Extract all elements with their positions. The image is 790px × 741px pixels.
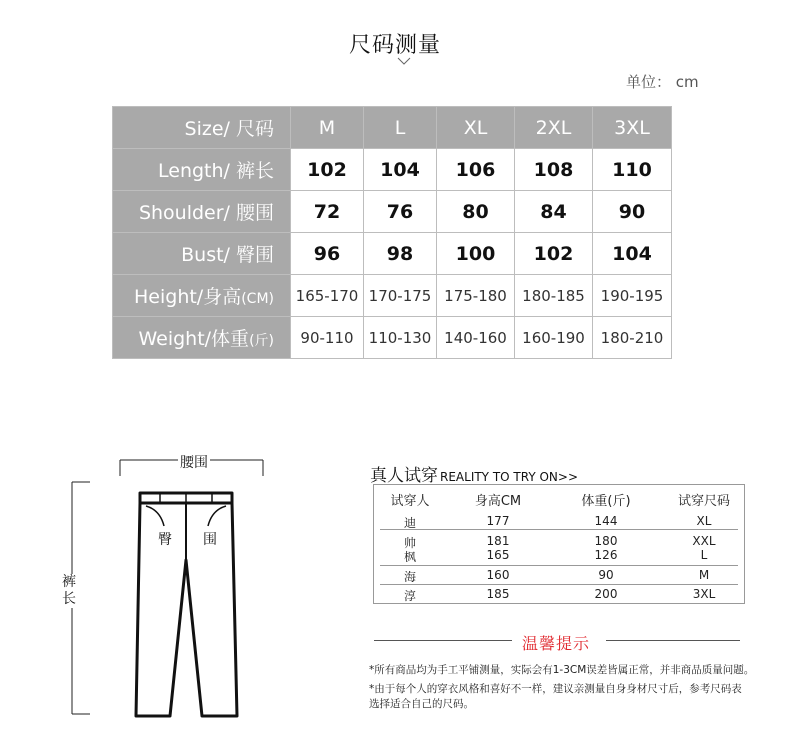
chevron-down-icon: [397, 56, 411, 66]
table-cell: 144: [594, 514, 618, 528]
size-header-label: Size/ 尺码: [113, 107, 291, 149]
table-cell: 90: [598, 568, 614, 582]
size-table: [112, 106, 672, 359]
table-cell: 100: [437, 233, 515, 275]
table-cell: 枫: [403, 550, 416, 564]
try-on-title-cn: 真人试穿: [370, 466, 438, 486]
row-label-unit: (CM): [241, 291, 274, 307]
pants-diagram: [62, 446, 282, 726]
table-cell: 126: [594, 548, 618, 562]
table-cell: 迪: [403, 516, 416, 530]
table-cell: 177: [486, 514, 510, 528]
table-cell: 190-195: [593, 275, 672, 317]
table-cell: XXL: [692, 534, 716, 548]
col-weight: 体重(斤): [581, 494, 631, 509]
table-cell: 102: [515, 233, 593, 275]
hip-row: [113, 233, 672, 275]
try-on-title-en: REALITY TO TRY ON>>: [440, 470, 578, 484]
table-cell: 76: [364, 191, 437, 233]
table-cell: 110: [593, 149, 672, 191]
table-cell: L: [700, 548, 708, 562]
col-height: 身高CM: [474, 494, 522, 509]
table-cell: 90-110: [291, 317, 364, 359]
row-label: Shoulder/ 腰围: [113, 191, 291, 233]
table-cell: 海: [403, 570, 416, 584]
unit-label: 单位： cm: [626, 73, 699, 91]
waist-row: [113, 191, 672, 233]
tip-note: *由于每个人的穿衣风格和喜好不一样，建议亲测量自身身材尺寸后，参考尺码表: [369, 683, 742, 695]
divider: [380, 584, 738, 585]
table-cell: 160: [486, 568, 510, 582]
table-cell: 180-185: [515, 275, 593, 317]
table-cell: 106: [437, 149, 515, 191]
table-cell: 160-190: [515, 317, 593, 359]
weight-row: [113, 317, 672, 359]
row-label-text: Height/身高: [134, 286, 242, 308]
length-row: [113, 149, 672, 191]
table-cell: XL: [696, 514, 712, 528]
table-cell: 72: [291, 191, 364, 233]
row-label: [113, 317, 291, 359]
hip-label-right: 围: [203, 532, 217, 548]
table-cell: 帅: [403, 536, 416, 550]
row-label-text: Weight/体重: [138, 328, 250, 350]
row-label-unit: (斤): [249, 333, 274, 349]
table-cell: 102: [291, 149, 364, 191]
table-cell: 80: [437, 191, 515, 233]
waist-label: 腰围: [178, 452, 210, 472]
table-cell: 185: [486, 587, 510, 601]
size-col-3xl: 3XL: [593, 107, 672, 149]
table-cell: 108: [515, 149, 593, 191]
try-on-title: [370, 461, 578, 486]
page-title: 尺码测量: [348, 33, 441, 58]
row-label: Bust/ 臀围: [113, 233, 291, 275]
hip-label-left: 臀: [158, 532, 172, 548]
height-row: [113, 275, 672, 317]
table-cell: 170-175: [364, 275, 437, 317]
col-person: 试穿人: [390, 494, 430, 509]
table-cell: 104: [364, 149, 437, 191]
length-label: 裤长: [62, 574, 76, 607]
table-cell: 3XL: [692, 587, 716, 601]
size-col-l: L: [364, 107, 437, 149]
table-cell: 180: [594, 534, 618, 548]
size-col-m: M: [291, 107, 364, 149]
table-cell: 165-170: [291, 275, 364, 317]
table-cell: 140-160: [437, 317, 515, 359]
table-cell: 90: [593, 191, 672, 233]
table-cell: 96: [291, 233, 364, 275]
tip-note: *所有商品均为手工平铺测量，实际会有1-3CM误差皆属正常，并非商品质量问题。: [369, 664, 755, 676]
row-label: [113, 275, 291, 317]
size-col-xl: XL: [437, 107, 515, 149]
table-cell: M: [698, 568, 710, 582]
table-cell: 200: [594, 587, 618, 601]
tip-note: 选择适合自己的尺码。: [369, 698, 474, 710]
table-cell: 180-210: [593, 317, 672, 359]
table-cell: 181: [486, 534, 510, 548]
table-cell: 淳: [403, 589, 416, 603]
table-cell: 110-130: [364, 317, 437, 359]
size-col-2xl: 2XL: [515, 107, 593, 149]
table-cell: 165: [486, 548, 510, 562]
table-cell: 175-180: [437, 275, 515, 317]
divider: [380, 565, 738, 566]
row-label: Length/ 裤长: [113, 149, 291, 191]
tips-divider-left: [374, 640, 512, 641]
col-size: 试穿尺码: [677, 494, 730, 509]
size-table-header-row: [113, 107, 672, 149]
table-cell: 84: [515, 191, 593, 233]
try-on-table: [373, 484, 745, 604]
tips-divider-right: [606, 640, 740, 641]
table-cell: 98: [364, 233, 437, 275]
tips-title: 温馨提示: [522, 634, 591, 653]
table-cell: 104: [593, 233, 672, 275]
